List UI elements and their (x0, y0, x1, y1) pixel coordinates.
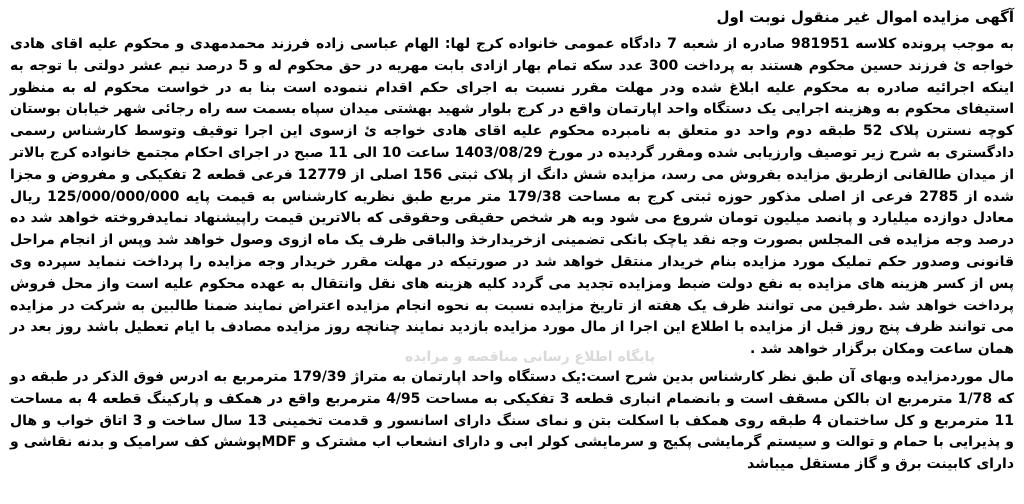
notice-paragraph-main: به موجب پرونده کلاسه 981951 صادره از شعبه 7 دادگاه عمومی خانواده کرج لها: الهام عباسی زاده فرزند محمدمهدی و محکوم علیه اقای هادی خواجه ئ فرزند حسین محکوم هستند به پرداخت 300 عدد سکه تمام بهار ازادی بابت مهریه در حق محکوم له و 5 درصد نیم عشر دولتی با توجه به اینکه اجرائیه صادره به محکوم علیه ابلاغ شده ودر مهلت مقرر نسبت به اجرای حکم اقدام ننموده است بنا به در خواست محکوم له به منظور استیفای محکوم به وهزینه اجرایی یک دستگاه واحد اپارتمان واقع در کرج بلوار شهید بهشتی میدان سپاه بسمت سه راه رجائی شهر خیابان بوستان کوچه نسترن پلاک 52 طبقه دوم واحد دو متعلق به نامبرده محکوم علیه اقای هادی خواجه ئ ازسوی این اجرا توقیف وتوسط کارشناس رسمی دادگستری به شرح زیر توصیف وارزیابی شده ومقرر گردیده در مورخ 1403/08/29 ساعت 10 الی 11 صبح در اجرای احکام مجتمع خانواده کرج بالاتر از میدان طالقانی ازطریق مزایده بفروش می رسد، مزایده شش دانگ از پلاک ثبتی 156 اصلی از 12779 فرعی قطعه 2 تفکیکی و مفروض و مجزا شده از 2785 فرعی از اصلی مذکور حوزه ثبتی کرج به مساحت 179/38 متر مربع طبق نظریه کارشناس به قیمت پایه 125/000/000/000 ریال معادل دوازده میلیارد و پانصد میلیون تومان شروع می شود وبه هر شخص حقیقی وحقوقی که بالاترین قیمت راپیشنهاد نمایدفروخته خواهد شد ده درصد وجه مزایده فی المجلس بصورت وجه نقد یاچک بانکی تضمینی ازخریدارخذ والباقی ظرف یک ماه ازوی وصول خواهد شد وپس از انجام مراحل قانونی وصدور حکم تملیک مورد مزایده بنام خریدار منتقل خواهد شد در صورتیکه در مهلت مقرر خریدار وجه مزایده را پرداخت ننماید سپرده وی پس از کسر هزینه های مزایده به نفع دولت ضبط ومزایده تجدید می گردد کلیه هزینه های نقل وانتقال به عهده محکوم علیه است واز محل فروش پرداخت خواهد شد .طرفین می توانند ظرف یک هفته از تاریخ مزایده نسبت به نحوه انجام مزایده اعتراض نمایند ضمنا طالبین به شرکت در مزایده می توانند ظرف پنج روز قبل از مزایده با اطلاع این اجرا از مال مورد مزایده بازدید نمایند چنانچه روز مزایده مصادف با ایام تعطیل باشد روز بعد در همان ساعت ومکان برگزار خواهد شد . (10, 36, 1015, 358)
notice-paragraph-property: مال موردمزایده وبهای آن طبق نظر کارشناس بدین شرح است:یک دستگاه واحد اپارتمان به متراژ 179/39 مترمربع به ادرس فوق الذکر در طبقه دو که 1/78 مترمربع ان بالکن مسقف است و بانضمام انباری قطعه 3 تفکیکی به مساحت 4/95 مترمربع واقع در همکف و پارکینگ قطعه 4 به مساحت 11 مترمربع و کل ساختمان 4 طبقه روی همکف با اسکلت بتن و نمای سنگ دارای اسانسور و قدمت تخمینی 13 سال ساخت و 3 اتاق خواب و هال و پذیرایی با حمام و توالت و سیستم گرمایشی پکیج و سرمایشی کولر ابی و دارای انشعاب اب مشترک و MDFپوشش کف سرامیک و بدنه نقاشی و دارای کابینت برق و گاز مستقل میباشد (10, 368, 1015, 473)
notice-title: آگهی مزایده اموال غیر منقول نوبت اول (716, 8, 1014, 26)
watermark-text: پایگاه اطلاع رسانی مناقصه و مزایده (404, 349, 656, 365)
